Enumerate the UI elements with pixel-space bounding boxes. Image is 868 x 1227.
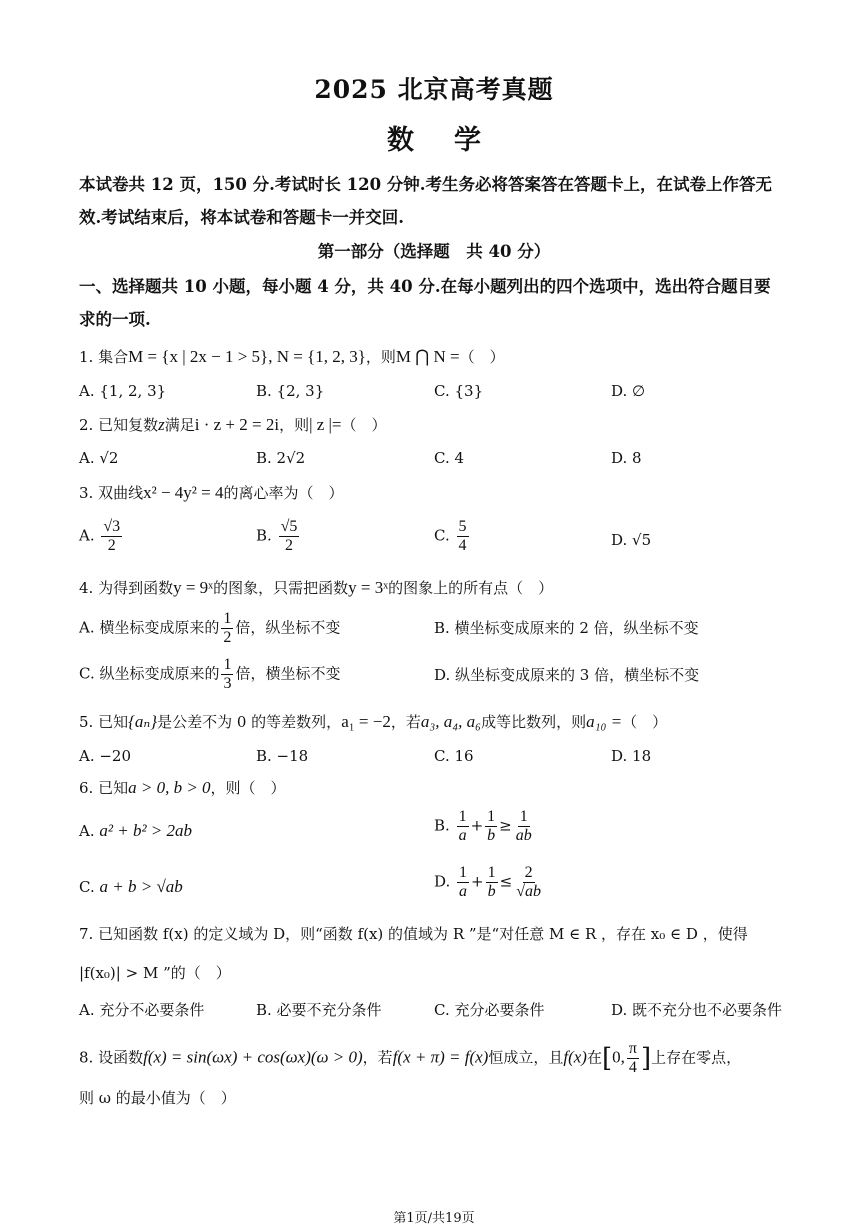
q6-c-inequality: a + b > √ab xyxy=(99,877,183,896)
q6-b-frac-2: $\frac{1}{b}$ xyxy=(487,808,496,844)
q8-function-def: f(x) = sin(ωx) + cos(ωx)(ω > 0) xyxy=(143,1047,363,1067)
q4-a-fraction xyxy=(221,610,233,647)
question-8-stem-line-1: 8. 设函数f(x) = sin(ωx) + cos(ωx)(ω > 0)，若f(x + π) = f(x)恒成立，且f(x)在[0, $\frac{\pi}{4}$ ]上存在零点， xyxy=(79,1040,742,1076)
q6-d-frac-1: $\frac{1}{a}$ xyxy=(459,864,468,900)
q5-stem-text-4: 成等比数列，则 xyxy=(481,713,587,731)
q2-stem-text: 2. 已知复数 xyxy=(79,416,159,434)
q4-option-a xyxy=(79,610,340,647)
question-5-stem xyxy=(79,711,667,732)
q4-c-text: C. 纵坐标变成原来的 xyxy=(79,664,220,683)
q8-function: f(x) xyxy=(563,1047,587,1067)
q5-stem-text: 5. 已知 xyxy=(79,713,129,731)
q4-option-b: B. 横坐标变成原来的 2 倍，纵坐标不变 xyxy=(434,619,699,637)
q5-sequence: {aₙ} xyxy=(128,712,158,731)
q3-option-b xyxy=(256,518,301,555)
q6-a-inequality: a² + b² > 2ab xyxy=(99,821,193,840)
q6-option-b: B. $\frac{1}{a}$ + $\frac{1}{b}$ ≥ $\frac{1}{ab}$ xyxy=(434,808,532,844)
q1-option-c: C. {3} xyxy=(434,382,484,400)
q4-c-fraction xyxy=(221,656,233,693)
q6-b-frac-1: $\frac{1}{a}$ xyxy=(458,808,467,844)
q3-c-denominator: 4 xyxy=(458,537,467,554)
q3-option-a xyxy=(79,518,124,555)
q1-answer-blank: （ ） xyxy=(459,348,505,366)
q1-intersection: M ⋂ N = xyxy=(395,347,460,366)
q5-option-d: D. 18 xyxy=(611,747,652,765)
q3-option-c-label: C. xyxy=(434,526,450,545)
q5-stem-text-3: ，若 xyxy=(390,713,421,731)
q6-d-frac-3: $\frac{2}{√ab}$ xyxy=(516,864,541,900)
q2-equation: i · z + 2 = 2i xyxy=(194,415,280,434)
q4-option-d: D. 纵坐标变成原来的 3 倍，横坐标不变 xyxy=(434,666,700,684)
question-4-stem xyxy=(79,577,553,598)
q5-stem-text-2: 是公差不为 0 的等差数列， xyxy=(157,713,342,731)
q6-b-frac-3: $\frac{1}{ab}$ xyxy=(515,808,532,844)
q5-a10: a₁₀ = xyxy=(586,712,623,731)
q3-option-a-fraction xyxy=(101,518,122,555)
q5-first-term: a₁ = −2 xyxy=(341,712,391,731)
q6-d-frac-2: $\frac{1}{b}$ xyxy=(487,864,496,900)
q6-option-c xyxy=(79,877,183,897)
question-7-stem-line-2: |f(x₀)| > M ”的（ ） xyxy=(79,964,231,982)
q4-stem-text-2: 的图象，只需把函数 xyxy=(213,579,349,597)
q6-d-label: D. xyxy=(434,872,451,891)
q1-stem-text: 1. 集合 xyxy=(79,348,129,366)
q3-option-b-fraction xyxy=(279,518,300,555)
q6-option-a xyxy=(79,821,192,841)
q5-option-b: B. −18 xyxy=(256,747,309,765)
q3-b-denominator: 2 xyxy=(284,537,293,554)
q2-option-c: C. 4 xyxy=(434,449,465,467)
q4-c-text-2: 倍，横坐标不变 xyxy=(235,664,341,683)
question-1-stem xyxy=(79,346,505,367)
q2-var-z: z xyxy=(158,415,165,434)
q1-stem-text-2: ，则 xyxy=(365,348,396,366)
q8-stem-text-5: 上存在零点， xyxy=(651,1048,742,1067)
q8-interval-fraction xyxy=(627,1040,639,1077)
q3-b-numerator: √5 xyxy=(280,518,298,535)
q3-a-numerator: √3 xyxy=(103,518,121,535)
q3-option-c-fraction xyxy=(457,518,469,555)
question-8-stem-line-2: 则 ω 的最小值为（ ） xyxy=(79,1089,236,1107)
q1-option-d: D. ∅ xyxy=(611,382,646,400)
q7-option-c: C. 充分必要条件 xyxy=(434,1001,545,1019)
q7-option-a: A. 充分不必要条件 xyxy=(79,1001,205,1019)
q5-option-c: C. 16 xyxy=(434,747,474,765)
instructions-line-2: 效.考试结束后，将本试卷和答题卡一并交回. xyxy=(79,208,404,227)
section-instructions-line-2: 求的一项. xyxy=(79,310,151,329)
q8-stem-text-3: 恒成立，且 xyxy=(488,1048,564,1067)
q8-periodicity: f(x + π) = f(x) xyxy=(392,1047,489,1067)
q4-source-function: y = 3ˣ xyxy=(348,578,389,597)
part1-heading: 第一部分（选择题 共 40 分） xyxy=(317,242,551,261)
q6-option-d: D. $\frac{1}{a}$ + $\frac{1}{b}$ ≤ $\frac{2}{√ab}$ xyxy=(434,864,541,900)
q6-b-label: B. xyxy=(434,816,450,835)
instructions-line-1: 本试卷共 12 页，150 分.考试时长 120 分钟.考生务必将答案答在答题卡上，在试卷上作答无 xyxy=(79,175,773,194)
q3-option-b-label: B. xyxy=(256,526,272,545)
q3-c-numerator: 5 xyxy=(458,518,467,535)
q3-hyperbola-equation: x² − 4y² = 4 xyxy=(143,483,224,502)
question-3-stem xyxy=(79,482,343,503)
q4-target-function: y = 9ˣ xyxy=(173,578,214,597)
q6-c-label: C. xyxy=(79,878,95,896)
q2-option-a: A. √2 xyxy=(79,449,119,467)
q6-a-label: A. xyxy=(79,822,95,840)
page-number: 第1页/共19页 xyxy=(393,1211,475,1226)
q1-option-a: A. {1, 2, 3} xyxy=(79,382,167,400)
q6-stem-text: 6. 已知 xyxy=(79,779,129,797)
q8-interval-left: 0, xyxy=(612,1047,625,1067)
q2-modulus: | z |= xyxy=(309,415,342,434)
q4-a-numerator: 1 xyxy=(223,610,232,627)
q3-option-a-label: A. xyxy=(79,526,95,545)
q7-option-b: B. 必要不充分条件 xyxy=(256,1001,382,1019)
q8-stem-text-2: ，若 xyxy=(362,1048,393,1067)
q6-condition: a > 0, b > 0 xyxy=(128,778,211,797)
question-6-stem xyxy=(79,777,286,798)
page-title: 2025 北京高考真题 xyxy=(314,75,554,104)
q7-option-d: D. 既不充分也不必要条件 xyxy=(611,1001,783,1019)
q3-a-denominator: 2 xyxy=(107,537,116,554)
question-7-stem-line-1: 7. 已知函数 f(x) 的定义域为 D，则“函数 f(x) 的值域为 R ”是“对任意 M ∈ R ，存在 x₀ ∈ D ，使得 xyxy=(79,925,748,943)
q2-option-d: D. 8 xyxy=(611,449,642,467)
q5-terms: a₃, a₄, a₆ xyxy=(420,712,482,731)
section-instructions-line-1: 一、选择题共 10 小题，每小题 4 分，共 40 分.在每小题列出的四个选项中，选出符合题目要 xyxy=(79,277,771,296)
q4-c-denominator: 3 xyxy=(223,675,232,692)
q4-a-text: A. 横坐标变成原来的 xyxy=(79,618,220,637)
q4-stem-text: 4. 为得到函数 xyxy=(79,579,174,597)
q1-set-definition: M = {x | 2x − 1 > 5}, N = {1, 2, 3} xyxy=(128,347,366,366)
q3-option-d: D. √5 xyxy=(611,531,652,549)
q2-answer-blank: （ ） xyxy=(341,416,387,434)
q2-stem-text-2: 满足 xyxy=(164,416,195,434)
q4-stem-text-3: 的图象上的所有点（ ） xyxy=(388,579,554,597)
q4-c-numerator: 1 xyxy=(223,656,232,673)
q3-stem-text: 3. 双曲线 xyxy=(79,484,144,502)
q8-interval-numerator: π xyxy=(628,1040,637,1057)
q5-option-a: A. −20 xyxy=(79,747,132,765)
question-2-stem xyxy=(79,414,387,435)
q8-stem-text: 8. 设函数 xyxy=(79,1048,144,1067)
q4-a-text-2: 倍，纵坐标不变 xyxy=(235,618,341,637)
q2-option-b: B. 2√2 xyxy=(256,449,306,467)
q5-answer-blank: （ ） xyxy=(622,713,668,731)
q8-stem-text-4: 在 xyxy=(586,1048,602,1067)
subject-title: 数学 xyxy=(387,125,521,156)
q4-a-denominator: 2 xyxy=(223,629,232,646)
q3-option-c xyxy=(434,518,471,555)
q3-stem-text-2: 的离心率为（ ） xyxy=(223,484,344,502)
q1-option-b: B. {2, 3} xyxy=(256,382,325,400)
q8-interval-denominator: 4 xyxy=(628,1059,637,1076)
q4-option-c xyxy=(79,656,341,693)
q6-stem-text-2: ，则（ ） xyxy=(210,779,286,797)
q2-stem-text-3: ，则 xyxy=(279,416,310,434)
